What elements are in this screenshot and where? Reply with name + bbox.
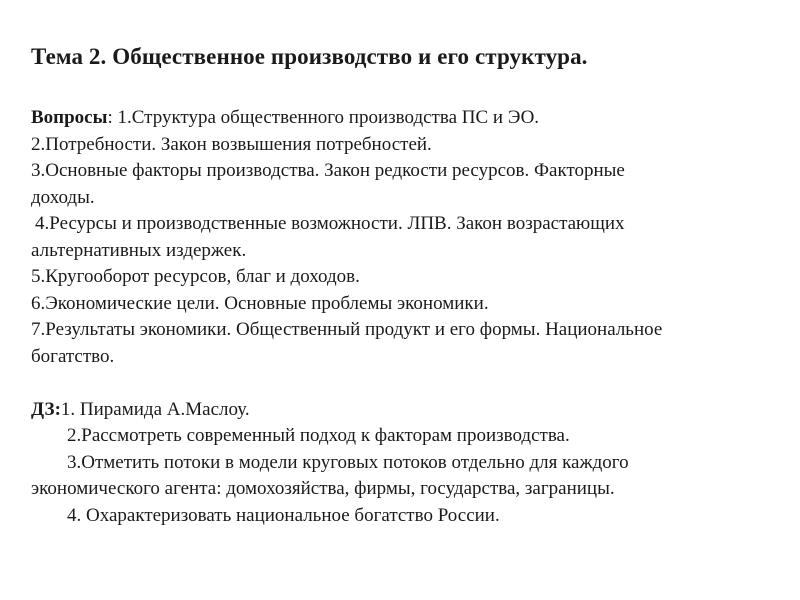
question-item-6: 6.Экономические цели. Основные проблемы экономики.	[31, 292, 489, 314]
section-spacer	[31, 370, 776, 397]
slide-title: Тема 2. Общественное производство и его структура.	[31, 44, 588, 69]
homework-label: ДЗ:	[31, 398, 61, 420]
slide-body	[31, 105, 776, 529]
homework-item-3: 3.Отметить потоки в модели круговых потоков отдельно для каждого	[67, 451, 629, 473]
question-item-4: 4.Ресурсы и производственные возможности. ЛПВ. Закон возрастающих	[35, 213, 625, 234]
question-item-3-cont: доходы.	[31, 186, 95, 208]
question-item-5: 5.Кругооборот ресурсов, благ и доходов.	[31, 266, 360, 287]
homework-item-2: 2.Рассмотреть современный подход к факторам производства.	[67, 425, 570, 446]
questions-label: Вопросы	[31, 107, 108, 128]
question-item-1: : 1.Структура общественного производства ПС и ЭО.	[107, 107, 540, 128]
question-item-3: 3.Основные факторы производства. Закон редкости ресурсов. Факторные	[31, 160, 625, 181]
homework-first-line	[31, 397, 776, 424]
question-item-2: 2.Потребности. Закон возвышения потребностей.	[31, 133, 432, 155]
question-item-7-cont: богатство.	[31, 345, 115, 367]
question-item-7: 7.Результаты экономики. Общественный продукт и его формы. Национальное	[31, 319, 663, 340]
homework-item-1: 1. Пирамида А.Маслоу.	[60, 398, 250, 420]
questions-first-line	[31, 105, 776, 132]
question-item-4-cont: альтернативных издержек.	[31, 239, 247, 261]
homework-item-3-cont: экономического агента: домохозяйства, фирмы, государства, заграницы.	[31, 478, 615, 499]
homework-item-4: 4. Охарактеризовать национальное богатство России.	[67, 504, 500, 526]
